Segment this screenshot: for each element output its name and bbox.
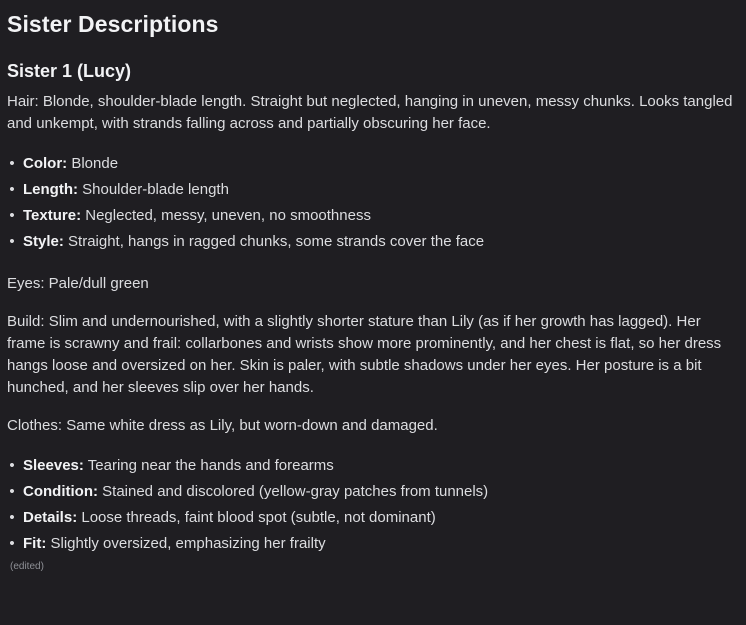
list-item-text: Loose threads, faint blood spot (subtle, not dominant): [77, 509, 436, 526]
list-item-text: Stained and discolored (yellow-gray patches from tunnels): [97, 483, 489, 500]
page-title: Sister Descriptions: [7, 11, 219, 37]
eyes-paragraph: Eyes: Pale/dull green: [7, 275, 149, 292]
edited-label: (edited): [10, 561, 44, 572]
list-item: [7, 177, 739, 203]
list-item-text: Blonde: [67, 155, 119, 172]
list-item: [7, 229, 739, 255]
list-item-text: Slightly oversized, emphasizing her frailty: [46, 535, 326, 552]
hair-paragraph: Hair: Blonde, shoulder-blade length. Straight but neglected, hanging in uneven, messy chunks. Looks tangled and unkempt, with strands falling across and partially obscuring her face.: [7, 93, 733, 132]
list-item-term: Texture:: [23, 207, 82, 224]
list-item-term: Condition:: [23, 483, 98, 500]
list-item: [7, 505, 739, 531]
list-item: [7, 151, 739, 177]
clothes-paragraph: Clothes: Same white dress as Lily, but worn-down and damaged.: [7, 417, 438, 434]
list-item-text: Tearing near the hands and forearms: [83, 457, 334, 474]
list-item-term: Length:: [23, 181, 78, 198]
hair-list: [7, 151, 739, 255]
bullet-icon: •: [9, 181, 15, 198]
bullet-icon: •: [9, 509, 15, 526]
list-item-term: Sleeves:: [23, 457, 84, 474]
list-item-term: Style:: [23, 233, 64, 250]
list-item: [7, 531, 739, 557]
build-paragraph: Build: Slim and undernourished, with a slightly shorter stature than Lily (as if her growth has lagged). Her frame is scrawny and frail: collarbones and wrists show more prominently, and her chest is flat, so her dress hangs loose and oversized on her. Skin is paler, with subtle shadows under her eyes. Her posture is a bit hunched, and her sleeves slip over her hands.: [7, 313, 722, 396]
bullet-icon: •: [9, 483, 15, 500]
list-item-text: Straight, hangs in ragged chunks, some strands cover the face: [63, 233, 485, 250]
list-item-text: Neglected, messy, uneven, no smoothness: [81, 207, 371, 224]
bullet-icon: •: [9, 155, 15, 172]
list-item-term: Fit:: [23, 535, 47, 552]
bullet-icon: •: [9, 535, 15, 552]
bullet-icon: •: [9, 457, 15, 474]
list-item-term: Details:: [23, 509, 78, 526]
bullet-icon: •: [9, 233, 15, 250]
clothes-list: [7, 453, 739, 557]
list-item: [7, 203, 739, 229]
list-item: [7, 479, 739, 505]
list-item-term: Color:: [23, 155, 68, 172]
list-item: [7, 453, 739, 479]
list-item-text: Shoulder-blade length: [77, 181, 229, 198]
section-heading: Sister 1 (Lucy): [7, 61, 132, 81]
bullet-icon: •: [9, 207, 15, 224]
